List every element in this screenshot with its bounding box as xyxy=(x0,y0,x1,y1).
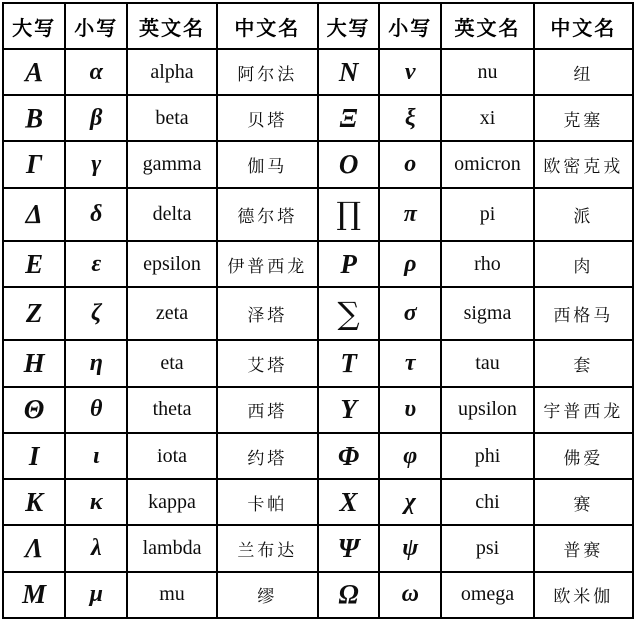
cell-chinese-name: 赛 xyxy=(534,479,633,525)
cell-chinese-name: 约塔 xyxy=(217,433,318,479)
cell-uppercase-letter: Ζ xyxy=(3,287,65,340)
cell-lowercase-letter: η xyxy=(65,340,127,386)
cell-english-name: tau xyxy=(441,340,533,386)
header-row xyxy=(3,3,633,49)
cell-lowercase-letter: ω xyxy=(379,572,441,618)
cell-chinese-name: 伊普西龙 xyxy=(217,241,318,287)
cell-uppercase-letter: ∑ xyxy=(318,287,379,340)
table-row xyxy=(3,95,633,141)
cell-english-name: omicron xyxy=(441,141,533,187)
cell-english-name: psi xyxy=(441,525,533,571)
cell-lowercase-letter: π xyxy=(379,188,441,241)
cell-uppercase-letter: Μ xyxy=(3,572,65,618)
header-cell-english-name: 英文名 xyxy=(441,3,533,49)
cell-english-name: iota xyxy=(127,433,216,479)
cell-chinese-name: 兰布达 xyxy=(217,525,318,571)
cell-uppercase-letter: Ρ xyxy=(318,241,379,287)
header-cell-lowercase: 小写 xyxy=(379,3,441,49)
cell-english-name: epsilon xyxy=(127,241,216,287)
cell-uppercase-letter: Α xyxy=(3,49,65,95)
cell-english-name: alpha xyxy=(127,49,216,95)
cell-uppercase-letter: Ν xyxy=(318,49,379,95)
cell-lowercase-letter: γ xyxy=(65,141,127,187)
cell-chinese-name: 卡帕 xyxy=(217,479,318,525)
cell-english-name: phi xyxy=(441,433,533,479)
table-row xyxy=(3,287,633,340)
cell-english-name: xi xyxy=(441,95,533,141)
cell-uppercase-letter: Ε xyxy=(3,241,65,287)
cell-lowercase-letter: ο xyxy=(379,141,441,187)
cell-lowercase-letter: υ xyxy=(379,387,441,433)
cell-english-name: chi xyxy=(441,479,533,525)
cell-chinese-name: 派 xyxy=(534,188,633,241)
cell-english-name: sigma xyxy=(441,287,533,340)
cell-uppercase-letter: Τ xyxy=(318,340,379,386)
cell-lowercase-letter: ν xyxy=(379,49,441,95)
cell-english-name: zeta xyxy=(127,287,216,340)
cell-lowercase-letter: ι xyxy=(65,433,127,479)
table-row xyxy=(3,572,633,618)
cell-uppercase-letter: Β xyxy=(3,95,65,141)
table-header xyxy=(3,3,633,49)
cell-chinese-name: 艾塔 xyxy=(217,340,318,386)
table-body xyxy=(3,49,633,618)
cell-lowercase-letter: θ xyxy=(65,387,127,433)
cell-chinese-name: 贝塔 xyxy=(217,95,318,141)
cell-lowercase-letter: α xyxy=(65,49,127,95)
cell-chinese-name: 纽 xyxy=(534,49,633,95)
cell-chinese-name: 缪 xyxy=(217,572,318,618)
header-cell-english-name: 英文名 xyxy=(127,3,216,49)
cell-chinese-name: 欧米伽 xyxy=(534,572,633,618)
cell-english-name: eta xyxy=(127,340,216,386)
cell-lowercase-letter: σ xyxy=(379,287,441,340)
cell-uppercase-letter: Κ xyxy=(3,479,65,525)
cell-uppercase-letter: Ψ xyxy=(318,525,379,571)
cell-uppercase-letter: Ω xyxy=(318,572,379,618)
table-row xyxy=(3,433,633,479)
cell-uppercase-letter: Φ xyxy=(318,433,379,479)
header-cell-uppercase: 大写 xyxy=(318,3,379,49)
cell-lowercase-letter: β xyxy=(65,95,127,141)
cell-lowercase-letter: ε xyxy=(65,241,127,287)
cell-uppercase-letter: Θ xyxy=(3,387,65,433)
cell-lowercase-letter: δ xyxy=(65,188,127,241)
table-row xyxy=(3,387,633,433)
header-cell-chinese-name: 中文名 xyxy=(534,3,633,49)
cell-lowercase-letter: λ xyxy=(65,525,127,571)
cell-chinese-name: 西塔 xyxy=(217,387,318,433)
cell-chinese-name: 普赛 xyxy=(534,525,633,571)
cell-chinese-name: 欧密克戎 xyxy=(534,141,633,187)
cell-chinese-name: 西格马 xyxy=(534,287,633,340)
cell-lowercase-letter: τ xyxy=(379,340,441,386)
cell-english-name: mu xyxy=(127,572,216,618)
cell-uppercase-letter: Γ xyxy=(3,141,65,187)
cell-uppercase-letter: Λ xyxy=(3,525,65,571)
header-cell-uppercase: 大写 xyxy=(3,3,65,49)
cell-chinese-name: 伽马 xyxy=(217,141,318,187)
cell-uppercase-letter: Η xyxy=(3,340,65,386)
header-cell-chinese-name: 中文名 xyxy=(217,3,318,49)
table-row xyxy=(3,49,633,95)
cell-english-name: theta xyxy=(127,387,216,433)
cell-chinese-name: 肉 xyxy=(534,241,633,287)
cell-chinese-name: 套 xyxy=(534,340,633,386)
table-row xyxy=(3,340,633,386)
cell-chinese-name: 泽塔 xyxy=(217,287,318,340)
cell-english-name: upsilon xyxy=(441,387,533,433)
table-row xyxy=(3,188,633,241)
cell-chinese-name: 德尔塔 xyxy=(217,188,318,241)
cell-lowercase-letter: φ xyxy=(379,433,441,479)
cell-chinese-name: 克塞 xyxy=(534,95,633,141)
cell-english-name: gamma xyxy=(127,141,216,187)
cell-uppercase-letter: Ι xyxy=(3,433,65,479)
cell-lowercase-letter: ζ xyxy=(65,287,127,340)
cell-chinese-name: 阿尔法 xyxy=(217,49,318,95)
cell-lowercase-letter: χ xyxy=(379,479,441,525)
cell-uppercase-letter: ∏ xyxy=(318,188,379,241)
cell-english-name: rho xyxy=(441,241,533,287)
cell-chinese-name: 宇普西龙 xyxy=(534,387,633,433)
cell-english-name: omega xyxy=(441,572,533,618)
table-row xyxy=(3,141,633,187)
cell-uppercase-letter: Υ xyxy=(318,387,379,433)
cell-english-name: lambda xyxy=(127,525,216,571)
cell-chinese-name: 佛爱 xyxy=(534,433,633,479)
cell-english-name: kappa xyxy=(127,479,216,525)
cell-lowercase-letter: κ xyxy=(65,479,127,525)
cell-lowercase-letter: ρ xyxy=(379,241,441,287)
cell-uppercase-letter: Ξ xyxy=(318,95,379,141)
cell-english-name: beta xyxy=(127,95,216,141)
cell-uppercase-letter: Ο xyxy=(318,141,379,187)
cell-uppercase-letter: Δ xyxy=(3,188,65,241)
cell-uppercase-letter: Χ xyxy=(318,479,379,525)
cell-lowercase-letter: ξ xyxy=(379,95,441,141)
cell-english-name: delta xyxy=(127,188,216,241)
cell-english-name: pi xyxy=(441,188,533,241)
table-row xyxy=(3,241,633,287)
table-row xyxy=(3,525,633,571)
greek-alphabet-table xyxy=(2,2,634,619)
table-row xyxy=(3,479,633,525)
cell-lowercase-letter: ψ xyxy=(379,525,441,571)
cell-lowercase-letter: μ xyxy=(65,572,127,618)
cell-english-name: nu xyxy=(441,49,533,95)
header-cell-lowercase: 小写 xyxy=(65,3,127,49)
